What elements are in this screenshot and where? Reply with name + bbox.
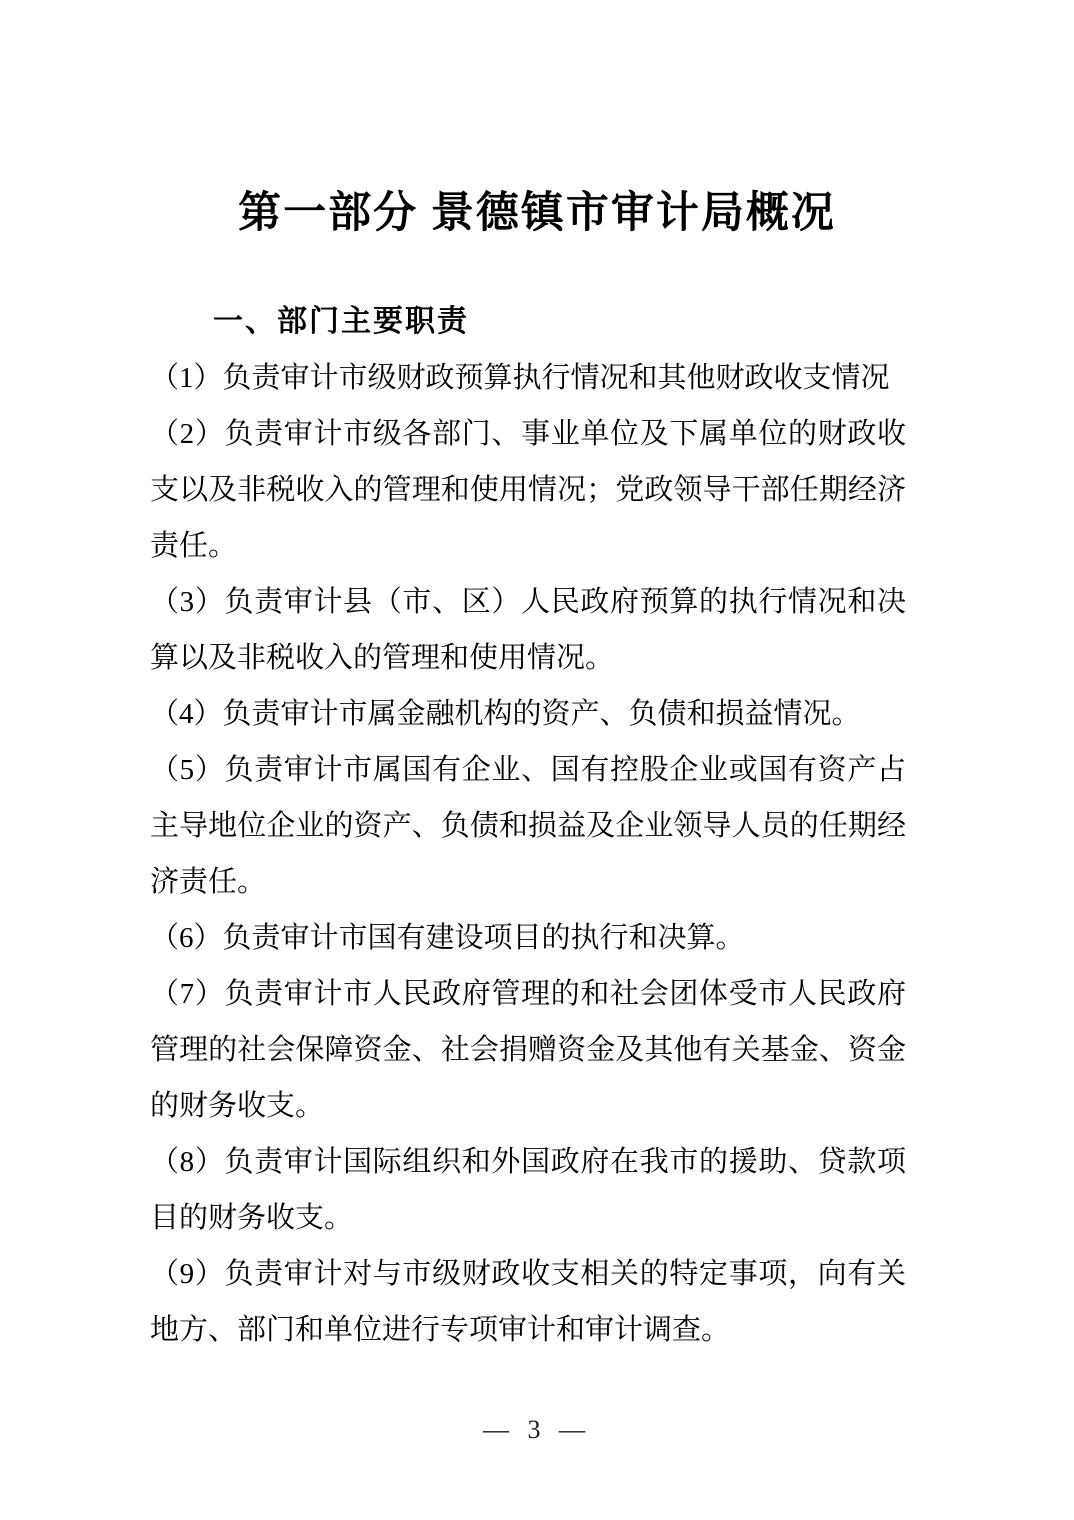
section-heading: 一、部门主要职责 <box>213 305 469 338</box>
page-title: 第一部分 景德镇市审计局概况 <box>238 190 836 237</box>
document-body <box>150 350 906 1358</box>
duty-item-6: （6）负责审计市国有建设项目的执行和决算。 <box>150 922 745 954</box>
page-number: — 3 — <box>483 1415 591 1444</box>
duty-item-7: （7）负责审计市人民政府管理的和社会团体受市人民政府管理的社会保障资金、社会捐赠资金及其他有关基金、资金的财务收支。 <box>150 978 906 1122</box>
duty-item-4: （4）负责审计市属金融机构的资产、负债和损益情况。 <box>150 698 861 730</box>
duty-item-9: （9）负责审计对与市级财政收支相关的特定事项，向有关地方、部门和单位进行专项审计和审计调查。 <box>150 1258 906 1346</box>
page-footer <box>0 1412 1074 1448</box>
duty-item-2: （2）负责审计市级各部门、事业单位及下属单位的财政收支以及非税收入的管理和使用情况；党政领导干部任期经济责任。 <box>150 418 906 562</box>
duty-item-5: （5）负责审计市属国有企业、国有控股企业或国有资产占主导地位企业的资产、负债和损益及企业领导人员的任期经济责任。 <box>150 754 906 898</box>
duty-item-8: （8）负责审计国际组织和外国政府在我市的援助、贷款项目的财务收支。 <box>150 1146 906 1234</box>
duty-item-1: （1）负责审计市级财政预算执行情况和其他财政收支情况 <box>150 362 890 394</box>
duty-item-3: （3）负责审计县（市、区）人民政府预算的执行情况和决算以及非税收入的管理和使用情况。 <box>150 586 906 674</box>
